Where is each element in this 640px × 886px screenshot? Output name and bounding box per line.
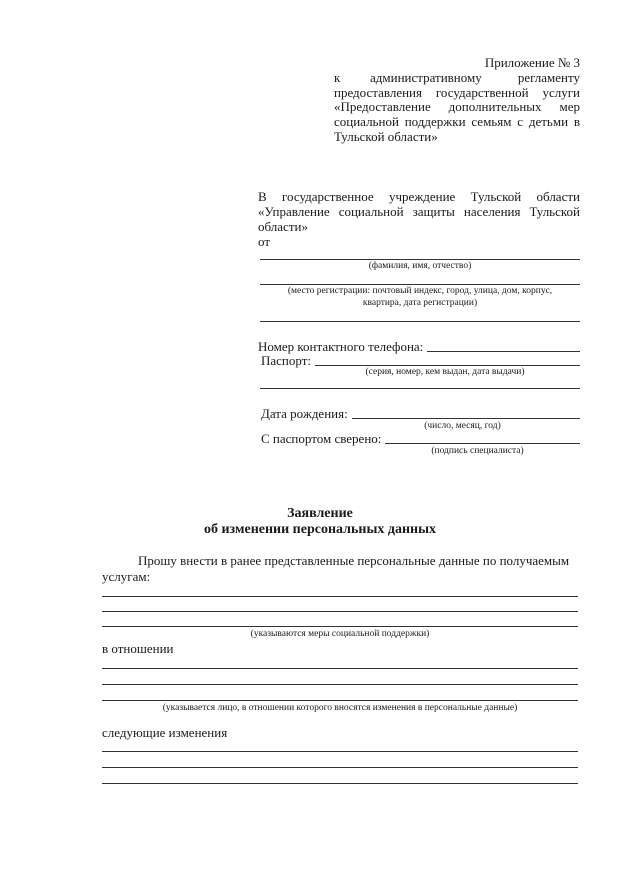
regarding-line-1	[102, 668, 578, 669]
birth-field[interactable]	[352, 406, 580, 419]
appendix-line-2: предоставления государственной услуги	[334, 84, 580, 100]
measures-line-2	[102, 611, 578, 612]
addressee-line-1: В государственное учреждение Тульской области	[258, 189, 580, 204]
addressee-from: от	[258, 234, 271, 249]
fio-hint: (фамилия, имя, отчество)	[368, 261, 472, 271]
verified-hint: (подпись специалиста)	[431, 446, 524, 456]
appendix-line-1-rest: административному регламенту	[370, 69, 580, 85]
regarding-label: в отношении	[102, 641, 174, 656]
body-line-2: услугам:	[102, 569, 151, 584]
passport-line-2	[260, 388, 580, 389]
address-hint-1: (место регистрации: почтовый индекс, город, улица, дом, корпус,	[287, 286, 553, 296]
verified-field[interactable]	[385, 431, 580, 444]
person-hint: (указывается лицо, в отношении которого вносятся изменения в персональные данные)	[162, 703, 518, 713]
statement-body	[102, 553, 582, 585]
address-hint-2: квартира, дата регистрации)	[362, 298, 478, 308]
changes-line-2	[102, 767, 578, 768]
phone-label: Номер контактного телефона:	[258, 339, 424, 354]
regarding-line-3	[102, 700, 578, 701]
address-line-1	[260, 284, 580, 285]
addressee-block	[258, 189, 580, 249]
appendix-line-5: Тульской области»	[334, 128, 438, 144]
statement-subtitle: об изменении персональных данных	[203, 522, 437, 537]
appendix-line-1	[334, 71, 580, 86]
changes-line-3	[102, 783, 578, 784]
birth-hint: (число, месяц, год)	[424, 421, 501, 431]
verified-row	[261, 431, 580, 447]
address-line-2	[260, 321, 580, 322]
birth-row	[261, 406, 580, 422]
appendix-line-4: социальной поддержки семьям с детьми в	[334, 114, 580, 130]
passport-label: Паспорт:	[261, 353, 312, 368]
phone-field[interactable]	[427, 339, 580, 352]
body-line-1: Прошу внести в ранее представленные персональные данные по получаемым	[138, 553, 570, 568]
appendix-line-3: «Предоставление дополнительных мер	[334, 99, 580, 115]
regarding-line-2	[102, 684, 578, 685]
measures-line-3	[102, 626, 578, 627]
passport-field[interactable]	[315, 353, 580, 366]
measures-hint: (указываются меры социальной поддержки)	[250, 629, 430, 639]
addressee-line-2: «Управление социальной защиты населения Тульской	[258, 204, 580, 219]
fio-line	[260, 259, 580, 260]
appendix-k: к	[334, 69, 341, 85]
birth-label: Дата рождения:	[261, 406, 348, 421]
verified-label: С паспортом сверено:	[261, 431, 382, 446]
appendix-header	[334, 56, 580, 145]
changes-label: следующие изменения	[102, 725, 228, 740]
measures-line-1	[102, 596, 578, 597]
passport-hint: (серия, номер, кем выдан, дата выдачи)	[365, 367, 525, 377]
statement-title: Заявление	[287, 506, 353, 521]
changes-line-1	[102, 751, 578, 752]
addressee-line-3: области»	[258, 219, 308, 234]
appendix-number: Приложение № 3	[484, 55, 580, 70]
